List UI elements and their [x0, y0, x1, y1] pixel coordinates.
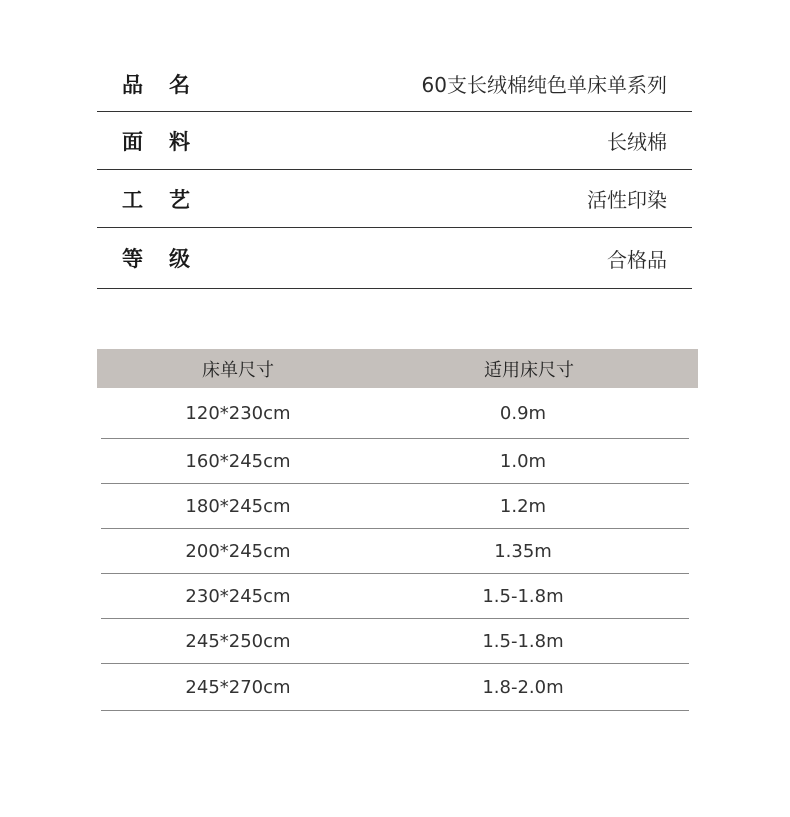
sheet-size-cell: 245*270cm — [185, 676, 291, 698]
spec-value: 合格品 — [607, 247, 667, 272]
spec-row-craft — [97, 170, 692, 228]
table-row — [101, 484, 689, 529]
table-row — [101, 574, 689, 619]
table-row — [101, 529, 689, 574]
spec-value: 活性印染 — [587, 188, 667, 212]
table-row — [101, 619, 689, 664]
spec-label: 等级 — [122, 247, 216, 271]
spec-value: 60支长绒棉纯色单床单系列 — [421, 73, 667, 97]
bed-size-cell: 1.35m — [494, 540, 552, 562]
spec-row-name — [97, 56, 692, 112]
sheet-size-cell: 120*230cm — [185, 402, 291, 424]
sheet-size-cell: 160*245cm — [185, 450, 291, 472]
sheet-size-cell: 230*245cm — [185, 585, 291, 607]
bed-size-cell: 0.9m — [499, 402, 547, 424]
spec-row-fabric — [97, 112, 692, 170]
bed-size-cell: 1.2m — [499, 495, 547, 517]
sheet-size-cell: 180*245cm — [185, 495, 291, 517]
table-row — [101, 439, 689, 484]
sheet-size-cell: 245*250cm — [185, 630, 291, 652]
size-table-header — [97, 349, 698, 388]
header-sheet-size: 床单尺寸 — [202, 359, 274, 381]
spec-label: 品名 — [122, 72, 216, 97]
product-spec-list — [97, 56, 692, 289]
bed-size-cell: 1.8-2.0m — [482, 676, 564, 698]
spec-value: 长绒棉 — [607, 130, 667, 154]
sheet-size-cell: 200*245cm — [185, 540, 291, 562]
spec-label: 工艺 — [122, 187, 216, 212]
table-row — [101, 664, 689, 711]
table-row — [101, 388, 689, 439]
bed-size-cell: 1.5-1.8m — [482, 585, 564, 607]
header-bed-size: 适用床尺寸 — [484, 359, 574, 381]
spec-label: 面料 — [122, 129, 216, 154]
bed-size-cell: 1.0m — [499, 450, 547, 472]
bed-size-cell: 1.5-1.8m — [482, 630, 564, 652]
size-table — [97, 349, 698, 711]
size-table-body — [101, 388, 689, 711]
spec-row-grade — [97, 228, 692, 289]
